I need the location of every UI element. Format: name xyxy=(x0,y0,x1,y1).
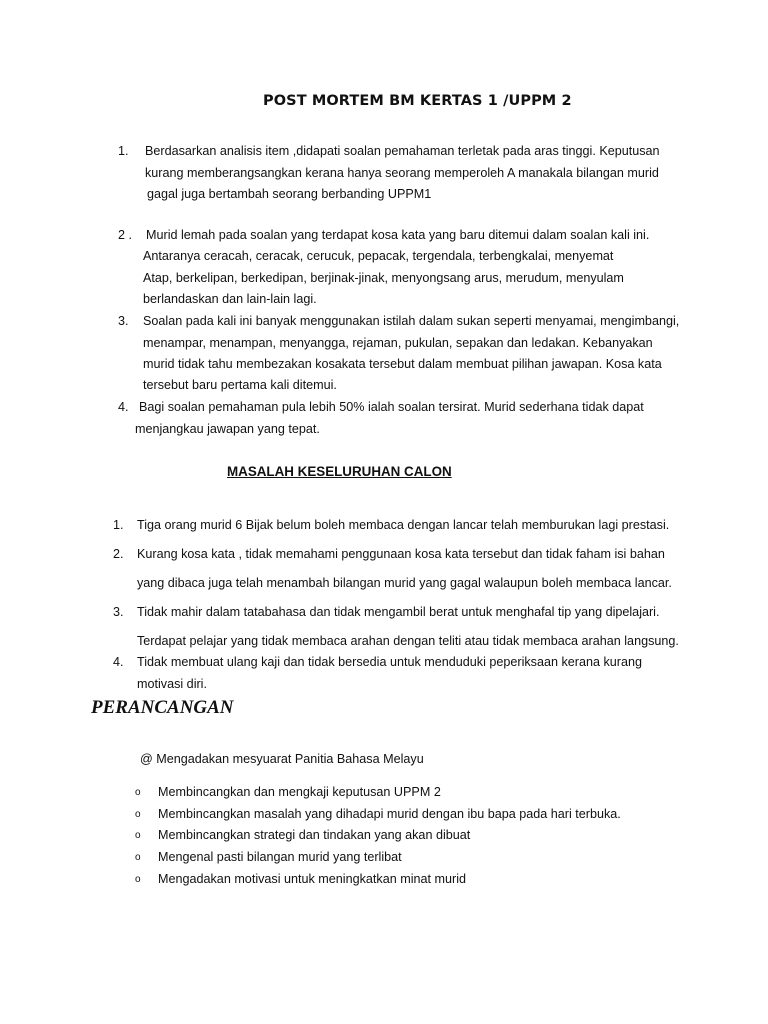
bullet-marker: o xyxy=(135,830,141,841)
item-line: Murid lemah pada soalan yang terdapat kosa kata yang baru ditemui dalam soalan kali ini. xyxy=(146,228,650,242)
bullet-marker: o xyxy=(135,852,141,863)
bullet-text: Mengenal pasti bilangan murid yang terlibat xyxy=(158,850,402,864)
item-number: 4. xyxy=(118,400,129,414)
item-line: Bagi soalan pemahaman pula lebih 50% ialah soalan tersirat. Murid sederhana tidak dapat xyxy=(139,400,644,414)
bullet-text: Membincangkan strategi dan tindakan yang akan dibuat xyxy=(158,828,471,842)
item-number: 3. xyxy=(113,605,124,619)
item-number: 2 . xyxy=(118,228,133,242)
item-line: tersebut baru pertama kali ditemui. xyxy=(143,378,337,392)
item-line: motivasi diri. xyxy=(137,677,207,691)
problems-heading: MASALAH KESELURUHAN CALON xyxy=(227,464,452,479)
item-number: 4. xyxy=(113,655,124,669)
item-number: 1. xyxy=(113,518,124,532)
bullet-marker: o xyxy=(135,787,141,798)
item-number: 1. xyxy=(118,144,129,158)
bullet-text: Mengadakan motivasi untuk meningkatkan minat murid xyxy=(158,872,467,886)
item-line: murid tidak tahu membezakan kosakata tersebut dalam membuat pilihan jawapan. Kosa kata xyxy=(143,357,662,371)
bullet-text: Membincangkan dan mengkaji keputusan UPPM 2 xyxy=(158,785,441,799)
item-line: Soalan pada kali ini banyak menggunakan istilah dalam sukan seperti menyamai, mengimbangi, xyxy=(143,314,680,328)
item-line: Berdasarkan analisis item ,didapati soalan pemahaman terletak pada aras tinggi. Keputusan xyxy=(145,144,660,158)
planning-heading: PERANCANGAN xyxy=(91,697,234,718)
item-line: menampar, menampan, menyangga, rejaman, pukulan, sepakan dan ledakan. Kebanyakan xyxy=(143,336,653,350)
item-line: yang dibaca juga telah menambah bilangan murid yang gagal walaupun boleh membaca lancar. xyxy=(137,576,672,590)
bullet-marker: o xyxy=(135,874,141,885)
bullet-text: Membincangkan masalah yang dihadapi murid dengan ibu bapa pada hari terbuka. xyxy=(158,807,621,821)
item-line: kurang memberangsangkan kerana hanya seorang memperoleh A manakala bilangan murid xyxy=(145,166,659,180)
item-number: 2. xyxy=(113,547,124,561)
item-line: gagal juga bertambah seorang berbanding UPPM1 xyxy=(147,187,432,201)
item-number: 3. xyxy=(118,314,129,328)
item-line: Atap, berkelipan, berkedipan, berjinak-jinak, menyongsang arus, merudum, menyulam xyxy=(143,271,624,285)
item-line: menjangkau jawapan yang tepat. xyxy=(135,422,320,436)
item-line: Tidak membuat ulang kaji dan tidak bersedia untuk menduduki peperiksaan kerana kurang xyxy=(137,655,642,669)
bullet-marker: o xyxy=(135,809,141,820)
item-line: Antaranya ceracah, ceracak, cerucuk, pepacak, tergendala, terbengkalai, menyemat xyxy=(143,249,614,263)
planning-intro: @ Mengadakan mesyuarat Panitia Bahasa Melayu xyxy=(140,752,424,766)
item-line: Tidak mahir dalam tatabahasa dan tidak mengambil berat untuk menghafal tip yang dipelajari. xyxy=(137,605,660,619)
item-line: Tiga orang murid 6 Bijak belum boleh membaca dengan lancar telah memburukan lagi prestasi. xyxy=(137,518,670,532)
document-title: POST MORTEM BM KERTAS 1 /UPPM 2 xyxy=(263,93,572,109)
item-line: Kurang kosa kata , tidak memahami penggunaan kosa kata tersebut dan tidak faham isi bahan xyxy=(137,547,665,561)
item-line: Terdapat pelajar yang tidak membaca arahan dengan teliti atau tidak membaca arahan langsung. xyxy=(137,634,679,648)
item-line: berlandaskan dan lain-lain lagi. xyxy=(143,292,317,306)
